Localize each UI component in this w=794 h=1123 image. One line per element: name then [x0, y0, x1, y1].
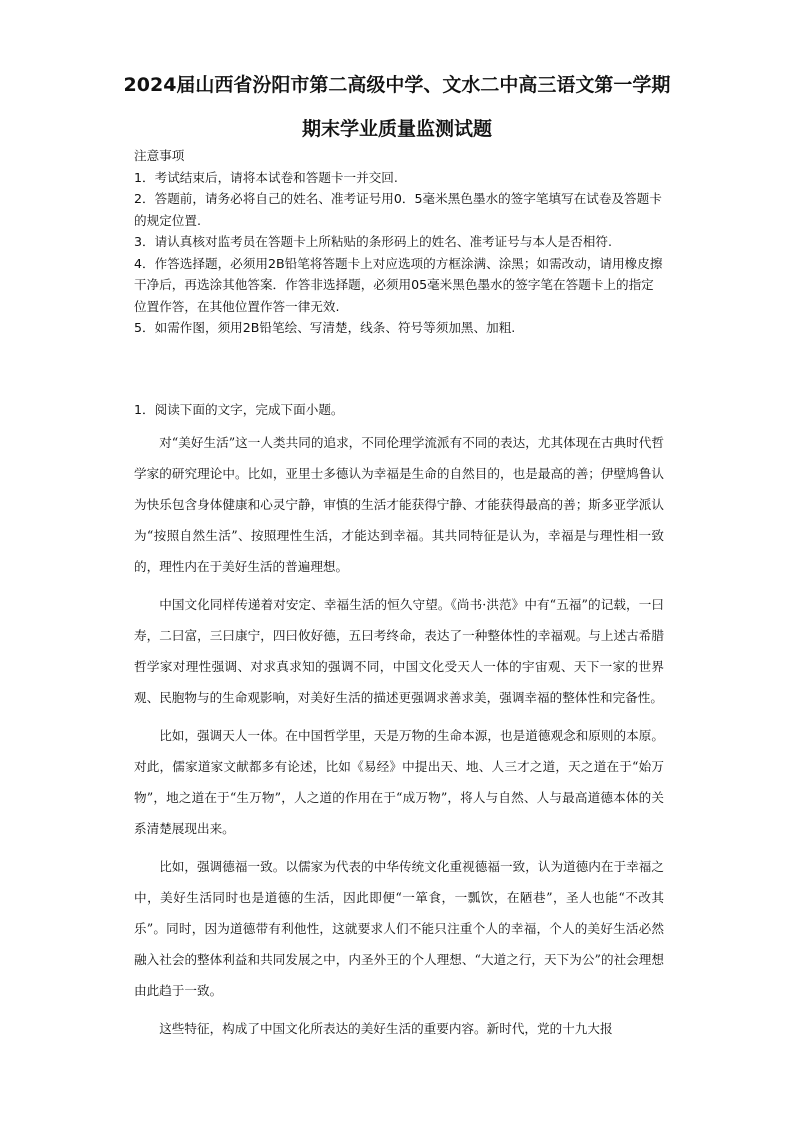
exam-title-line1: 2024届山西省汾阳市第二高级中学、文水二中高三语文第一学期: [123, 74, 671, 96]
instruction-item: 1．考试结束后，请将本试卷和答题卡一并交回.: [134, 169, 398, 185]
instruction-item: 2．答题前，请务必将自己的姓名、准考证号用0．5毫米黑色墨水的签字笔填写在试卷及答题卡的规定位置.: [134, 191, 662, 228]
instruction-item: 5．如需作图，须用2B铅笔绘、写清楚，线条、符号等须加黑、加粗.: [134, 320, 516, 335]
passage-paragraph: 比如，强调德福一致。以儒家为代表的中华传统文化重视德福一致，认为道德内在于幸福之中，美好生活同时也是道德的生活，因此即便“一箪食，一瓢饮，在陋巷”，圣人也能“不改其乐”。同时，因为道德带有利他性，这就要求人们不能只注重个人的幸福，个人的美好生活必然融入社会的整体利益和共同发展之中，内圣外王的个人理想、“大道之行，天下为公”的社会理想由此趋于一致。: [134, 859, 664, 998]
question-prompt: 1．阅读下面的文字，完成下面小题。: [134, 402, 344, 417]
passage-paragraph: 比如，强调天人一体。在中国哲学里，天是万物的生命本源，也是道德观念和原则的本原。对此，儒家道家文献都多有论述，比如《易经》中提出天、地、人三才之道，天之道在于“始万物”，地之道在于“生万物”，人之道的作用在于“成万物”，将人与自然、人与最高道德本体的关系清楚展现出来。: [134, 728, 664, 836]
passage-paragraph: 对“美好生活”这一人类共同的追求，不同伦理学流派有不同的表达，尤其体现在古典时代哲学家的研究理论中。比如，亚里士多德认为幸福是生命的自然目的，也是最高的善；伊壁鸠鲁认为快乐包含身体健康和心灵宁静，审慎的生活才能获得宁静、才能获得最高的善；斯多亚学派认为“按照自然生活”、按照理性生活，才能达到幸福。其共同特征是认为，幸福是与理性相一致的，理性内在于美好生活的普遍理想。: [134, 435, 664, 574]
instructions-heading: 注意事项: [134, 148, 185, 163]
instructions-section: [134, 145, 664, 339]
instruction-item: 4．作答选择题，必须用2B铅笔将答题卡上对应选项的方框涂满、涂黑；如需改动，请用橡皮擦干净后，再选涂其他答案．作答非选择题，必须用05毫米黑色墨水的签字笔在答题卡上的指定位置作答，在其他位置作答一律无效.: [134, 255, 663, 314]
passage-paragraph: 这些特征，构成了中国文化所表达的美好生活的重要内容。新时代，党的十九大报: [159, 1021, 613, 1036]
passage-paragraph: 中国文化同样传递着对安定、幸福生活的恒久守望。《尚书·洪范》中有“五福”的记载，一曰寿，二曰富，三曰康宁，四曰攸好德，五曰考终命，表达了一种整体性的幸福观。与上述古希腊哲学家对理性强调、对求真求知的强调不同，中国文化受天人一体的宇宙观、天下一家的世界观、民胞物与的生命观影响，对美好生活的描述更强调求善求美，强调幸福的整体性和完备性。: [134, 597, 664, 705]
reading-passage: [134, 427, 664, 1051]
exam-title-line2: 期末学业质量监测试题: [301, 118, 492, 140]
instruction-item: 3．请认真核对监考员在答题卡上所粘贴的条形码上的姓名、准考证号与本人是否相符.: [134, 234, 612, 249]
